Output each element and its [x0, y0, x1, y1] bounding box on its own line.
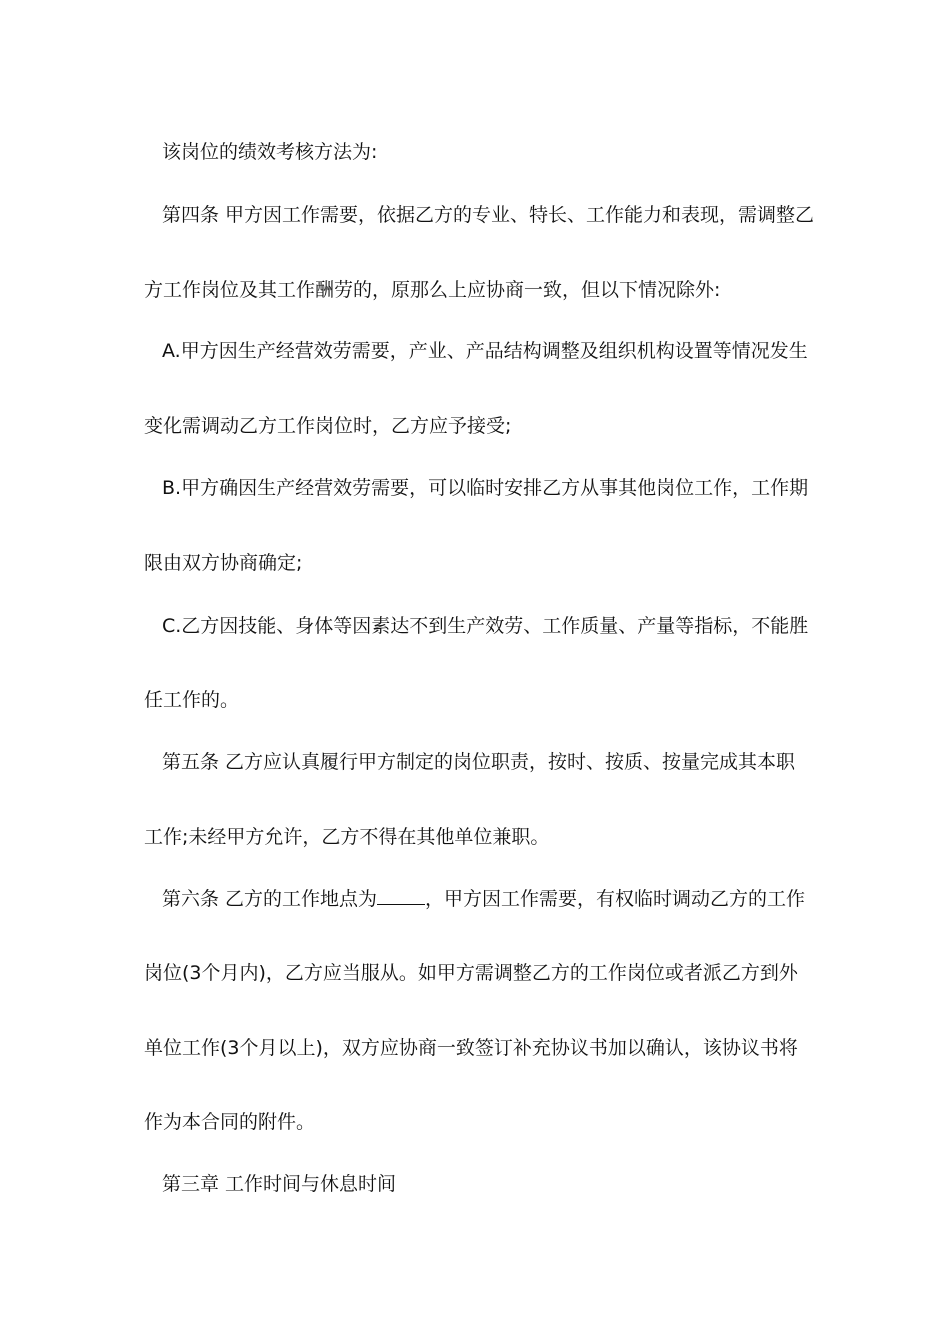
- article-4-line-2: 方工作岗位及其工作酬劳的，原那么上应协商一致，但以下情况除外:: [144, 279, 721, 301]
- blank-field: [377, 886, 425, 905]
- article-6-line-3: 单位工作(3个月以上)，双方应协商一致签订补充协议书加以确认，该协议书将: [144, 1037, 798, 1059]
- article-6-line-4: 作为本合同的附件。: [144, 1111, 316, 1133]
- item-b-line-2: 限由双方协商确定;: [144, 552, 303, 574]
- article-5-line-2: 工作;未经甲方允许，乙方不得在其他单位兼职。: [144, 826, 550, 848]
- item-c-line-1: C.乙方因技能、身体等因素达不到生产效劳、工作质量、产量等指标，不能胜: [162, 615, 809, 637]
- article-6-text-start: 第六条 乙方的工作地点为: [162, 888, 378, 910]
- article-4-line-1: 第四条 甲方因工作需要，依据乙方的专业、特长、工作能力和表现，需调整乙: [162, 204, 815, 226]
- item-c-line-2: 任工作的。: [144, 689, 240, 711]
- item-a-line-2: 变化需调动乙方工作岗位时，乙方应予接受;: [144, 415, 512, 437]
- text-line: 该岗位的绩效考核方法为:: [162, 141, 378, 163]
- article-6-text-end: ，甲方因工作需要，有权临时调动乙方的工作: [425, 888, 806, 910]
- chapter-3-heading: 第三章 工作时间与休息时间: [162, 1173, 397, 1195]
- item-b-line-1: B.甲方确因生产经营效劳需要，可以临时安排乙方从事其他岗位工作，工作期: [162, 477, 809, 499]
- article-5-line-1: 第五条 乙方应认真履行甲方制定的岗位职责，按时、按质、按量完成其本职: [162, 751, 796, 773]
- article-6-line-1: [162, 886, 805, 911]
- item-a-line-1: A.甲方因生产经营效劳需要，产业、产品结构调整及组织机构设置等情况发生: [162, 340, 808, 362]
- article-6-line-2: 岗位(3个月内)，乙方应当服从。如甲方需调整乙方的工作岗位或者派乙方到外: [144, 962, 798, 984]
